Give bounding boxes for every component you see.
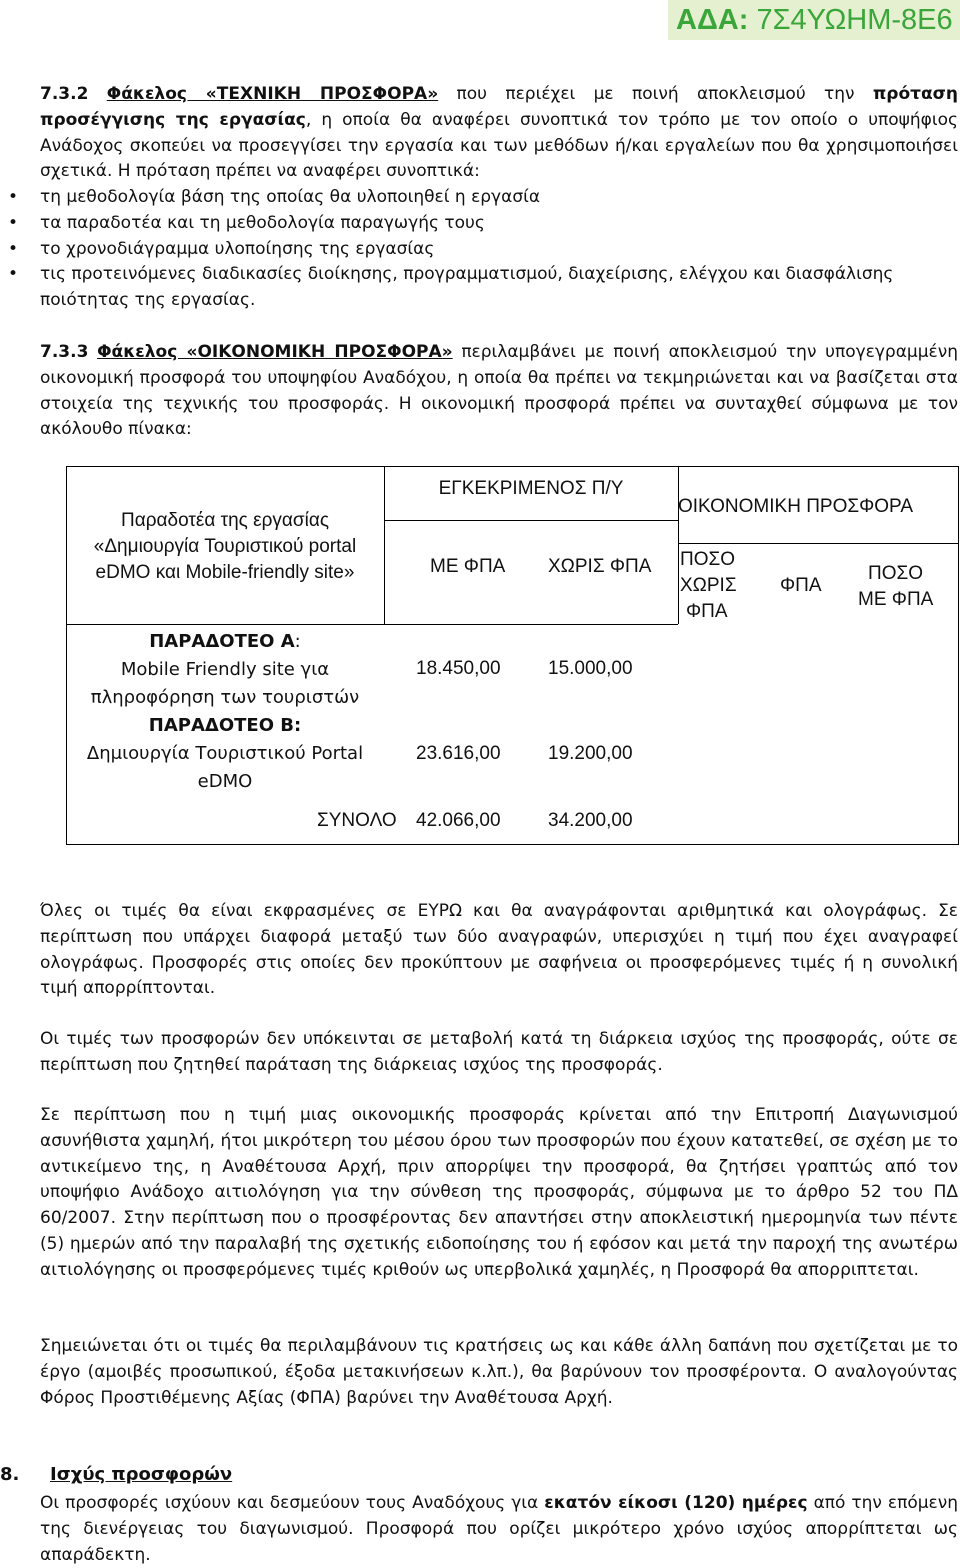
offer-amount-vat-header: ΠΟΣΟ ΜΕ ΦΠΑ [858, 563, 934, 610]
section-title: Ισχύς προσφορών [50, 1464, 233, 1485]
table-row: ΠΑΡΑΔΟΤΕΟ Β: Δημιουργία Τουριστικού Portal eDMO [86, 715, 364, 792]
list-item: • τις προτεινόμενες διαδικασίες διοίκησης, προγραμματισμού, διαχείρισης, ελέγχου και διασφάλισης ποιότητας της εργασίας. [0, 262, 958, 314]
row-a-without-vat: 15.000,00 [548, 658, 633, 679]
section-title: Φάκελος «ΤΕΧΝΙΚΗ ΠΡΟΣΦΟΡΑ» [106, 84, 439, 104]
offer-vat-header: ΦΠΑ [780, 575, 822, 596]
row-b-with-vat: 23.616,00 [416, 743, 501, 764]
costs-paragraph: Σημειώνεται ότι οι τιμές θα περιλαμβάνουν τις κρατήσεις ως και κάθε άλλη δαπάνη που σχετίζεται με το έργο (αμοιβές προσωπικού, έξοδα μετακινήσεων κ.λπ.), θα βαρύνουν τον προσφέροντα. Ο αναλογούντας Φόρος Προστιθέμενης Αξίας (ΦΠΑ) βαρύνει την Αναθέτουσα Αρχή. [40, 1336, 958, 1408]
ada-prefix: ΑΔΑ: [676, 4, 757, 36]
row-b-without-vat: 19.200,00 [548, 743, 633, 764]
section-text: , η οποία θα αναφέρει συνοπτικά τον τρόπο με τον οποίο ο υποψήφιος Ανάδοχος σκοπεύει να προσεγγίσει την εργασία και των μεθόδων ή/και εργαλείων που θα χρησιμοποιήσει σχετικά. Η πρόταση πρέπει να αναφέρει συνοπτικά: [40, 109, 958, 182]
total-without-vat: 34.200,00 [548, 810, 633, 831]
ada-code: 7Σ4ΥΩΗΜ-8Ε6 [756, 4, 953, 36]
list-item: • το χρονοδιάγραμμα υλοποίησης της εργασίας [0, 237, 958, 263]
section-number: 7.3.2 [40, 84, 89, 104]
total-with-vat: 42.066,00 [416, 810, 501, 831]
with-vat-header: ΜΕ ΦΠΑ [430, 556, 506, 577]
section-number: 7.3.3 [40, 342, 89, 362]
list-item: • τα παραδοτέα και τη μεθοδολογία παραγωγής τους [0, 211, 958, 237]
approved-budget-header: ΕΓΚΕΚΡΙΜΕΝΟΣ Π/Υ [438, 478, 624, 499]
section-bold-text: πρόταση προσέγγισης της εργασίας [40, 84, 959, 130]
row-a-with-vat: 18.450,00 [416, 658, 501, 679]
prices-fixed-paragraph: Οι τιμές των προσφορών δεν υπόκεινται σε μεταβολή κατά τη διάρκεια ισχύος της προσφοράς, ούτε σε περίπτωση που ζητηθεί παράταση της διάρκειας ισχύος της προσφοράς. [40, 1029, 958, 1075]
without-vat-header: ΧΩΡΙΣ ΦΠΑ [548, 556, 652, 577]
section-title: Φάκελος «ΟΙΚΟΝΟΜΙΚΗ ΠΡΟΣΦΟΡΑ» [97, 342, 453, 362]
low-offer-paragraph: Σε περίπτωση που η τιμή μιας οικονομικής προσφοράς κρίνεται από την Επιτροπή Διαγωνισμού ασυνήθιστα χαμηλή, ήτοι μικρότερη του μέσου όρου των προσφορών που έχουν κατατεθεί, σε σχέση με το αντικείμενο της, η Αναθέτουσα Αρχή, πριν απορρίψει την προσφορά, θα ζητήσει γραπτώς από τον υποψήφιο Ανάδοχο αιτιολόγηση για την σύνθεση της προσφοράς, σύμφωνα με το άρθρο 52 του ΠΔ 60/2007. Στην περίπτωση που ο προσφέροντας δεν απαντήσει στην αποκλειστική ημερομηνία των πέντε (5) ημερών από την παραλαβή της σχετικής ειδοποίησης του ή εφόσον και μετά την παροχή της ανωτέρω αιτιολόγησης οι προσφερόμενες τιμές κριθούν ως υπερβολικά χαμηλές, η Προσφορά θα απορριπτεται. [40, 1105, 958, 1280]
list-item: • τη μεθοδολογία βάση της οποίας θα υλοποιηθεί η εργασία [0, 185, 958, 211]
deliverables-header: Παραδοτέα της εργασίας «Δημιουργία Τουριστικού portal eDMO και Mobile-friendly site» [93, 510, 357, 583]
offer-amount-no-vat-header: ΠΟΣΟ ΧΩΡΙΣ ΦΠΑ [680, 549, 737, 622]
financial-offer-header: ΟΙΚΟΝΟΜΙΚΗ ΠΡΟΣΦΟΡΑ [678, 496, 913, 517]
section-text: περιλαμβάνει με ποινή αποκλεισμού την υπογεγραμμένη οικονομική προσφορά του υποψηφίου Αναδόχου, η οποία θα πρέπει να τεκμηριώνεται και να βασίζεται στα στοιχεία της τεχνικής του προσφοράς. Η οικονομική προσφορά πρέπει να συνταχθεί σύμφωνα με τον ακόλουθο πίνακα: [40, 342, 959, 440]
prices-paragraph: Όλες οι τιμές θα είναι εκφρασμένες σε ΕΥΡΩ και θα αναγράφονται αριθμητικά και ολογράφως. Σε περίπτωση που υπάρχει διαφορά μεταξύ των δύο αναγραφών, υπερισχύει η τιμή που έχει αναγραφεί ολογράφως. Προσφορές στις οποίες δεν προκύπτουν με σαφήνεια οι προσφερόμενες τιμές ή η συνολική τιμή απορρίπτονται. [40, 901, 958, 999]
validity-period: εκατόν είκοσι (120) ημέρες [544, 1493, 808, 1513]
table-row: ΠΑΡΑΔΟΤΕΟ Α: Mobile Friendly site για πληροφόρηση των τουριστών [90, 631, 360, 708]
section-8-paragraph: Οι προσφορές ισχύουν και δεσμεύουν τους Αναδόχους για εκατόν είκοσι (120) ημέρες από την επόμενη της διενέργειας του διαγωνισμού. Προσφορά που ορίζει μικρότερο χρόνο ισχύος απορρίπτεται ως απαράδεκτη. [40, 1493, 958, 1565]
section-number: 8. [0, 1464, 20, 1485]
total-label: ΣΥΝΟΛΟ [317, 810, 397, 831]
section-text: που περιέχει με ποινή αποκλεισμού την [438, 84, 873, 104]
